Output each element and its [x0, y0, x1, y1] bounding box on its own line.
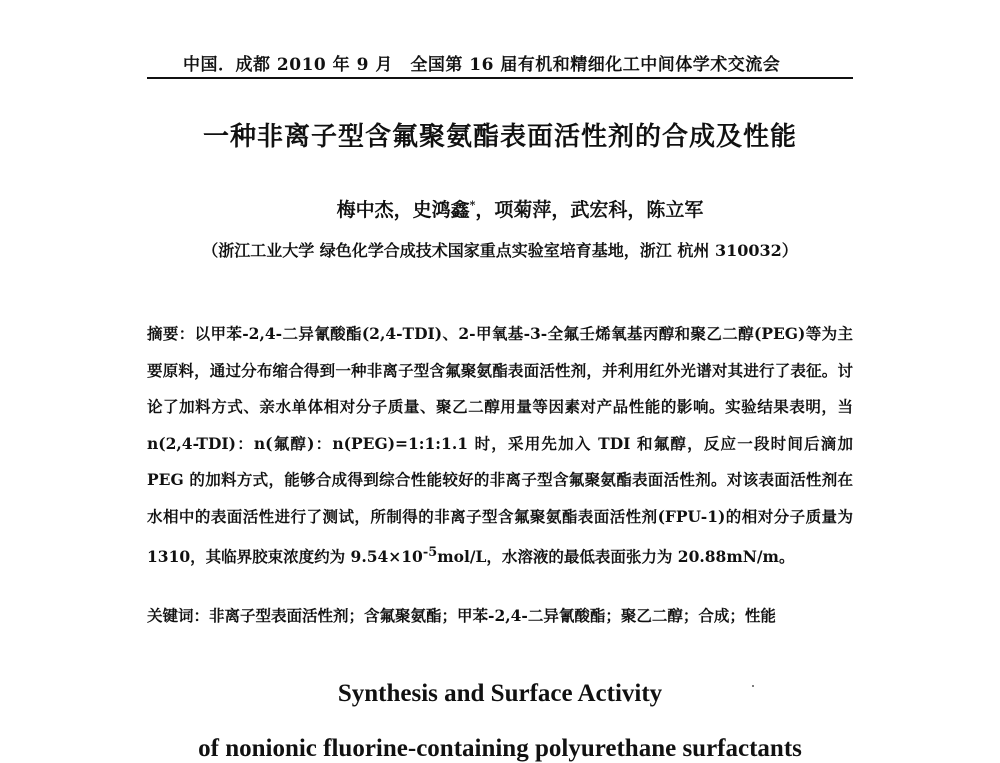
keywords-text: 非离子型表面活性剂；含氟聚氨酯；甲苯-2,4-二异氰酸酯；聚乙二醇；合成；性能 — [209, 606, 776, 625]
authors-after-mark: ，项菊萍，武宏科，陈立军 — [475, 199, 704, 221]
conference-header-text: 中国．成都 2010 年 9 月 全国第 16 届有机和精细化工中间体学术交流会 — [183, 55, 781, 75]
header-rule — [147, 77, 853, 79]
keywords-line — [147, 604, 853, 626]
abstract-exponent: -5 — [422, 545, 438, 560]
abstract-paragraph — [147, 316, 853, 576]
english-title-line2: of nonionic fluorine-containing polyurethane surfactants — [198, 735, 802, 762]
author-affiliation: （浙江工业大学 绿色化学合成技术国家重点实验室培育基地，浙江 杭州 310032） — [202, 241, 798, 260]
abstract-text-part2: mol/L，水溶液的最低表面张力为 20.88mN/m。 — [437, 547, 795, 567]
keywords-label: 关键词： — [147, 606, 210, 625]
author-list — [0, 195, 1000, 222]
abstract-label: 摘要： — [147, 324, 195, 343]
english-title-line1: Synthesis and Surface Activity — [337, 680, 663, 707]
conference-header — [183, 50, 781, 75]
authors-before-mark: 梅中杰，史鸿鑫 — [336, 199, 470, 221]
scan-speck — [752, 685, 754, 687]
abstract-text-part1: 以甲苯-2,4-二异氰酸酯(2,4-TDI)、2-甲氧基-3-全氟壬烯氧基丙醇和聚乙二醇(PEG)等为主要原料，通过分布缩合得到一种非离子型含氟聚氨酯表面活性剂，并利用红外光谱对其进行了表征。讨论了加料方式、亲水单体相对分子质量、聚乙二醇用量等因素对产品性能的影响。实验结果表明，当 n(2,4-TDI)：n(氟醇)：n(PEG)=1:1:1.1 时，采用先加入 TDI 和氟醇，反应一段时间后滴加 PEG 的加料方式，能够合成得到综合性能较好的非离子型含氟聚氨酯表面活性剂。对该表面活性剂在水相中的表面活性进行了测试，所制得的非离子型含氟聚氨酯表面活性剂(FPU-1)的相对分子质量为 1310，其临界胶束浓度约为 9.54×10 — [147, 324, 853, 567]
corresponding-author-mark: * — [469, 198, 476, 212]
paper-title: 一种非离子型含氟聚氨酯表面活性剂的合成及性能 — [202, 122, 797, 152]
